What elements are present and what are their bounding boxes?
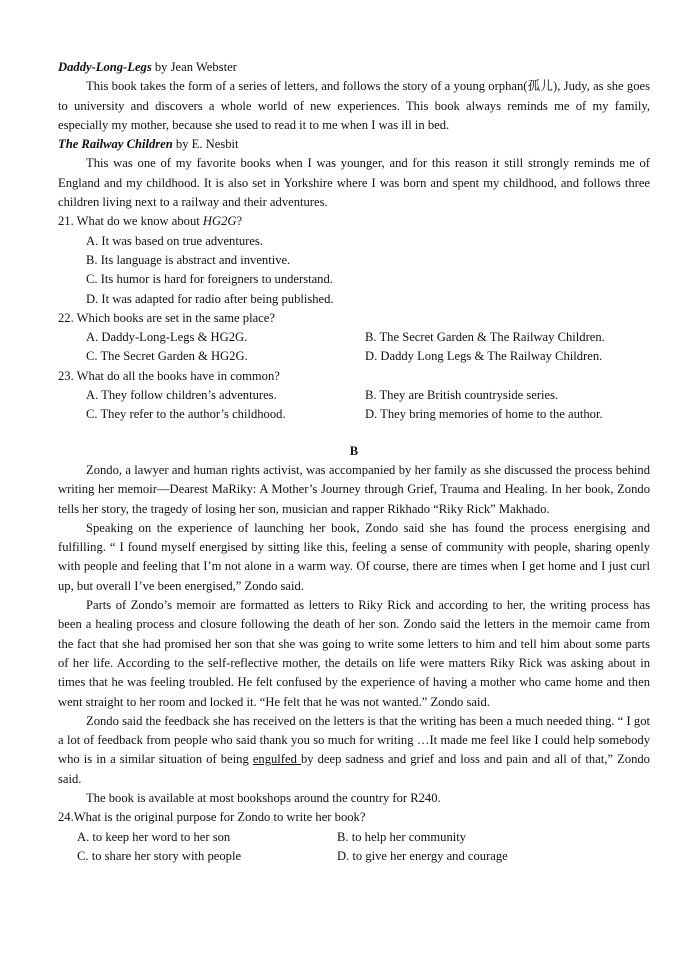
question-21-stem: 21. What do we know about: [58, 214, 203, 229]
q24-option-a: A. to keep her word to her son: [77, 829, 231, 844]
q23-options-row-2: [58, 405, 650, 424]
q21-option-d: D. It was adapted for radio after being published.: [86, 291, 334, 306]
question-21: [58, 212, 650, 231]
q22-option-b: B. The Secret Garden & The Railway Children.: [365, 330, 605, 345]
q24-option-b: B. to help her community: [337, 829, 467, 844]
question-21-em: HG2G: [202, 214, 237, 229]
passage-paragraph-3: Parts of Zondo’s memoir are formatted as letters to Riky Rick and according to her, the writing process has been a healing process and closure following the death of her son. Zondo said the letters in the memoir came from the fact that she had promised her son that she was going to write some letters to him and tell him about some parts of her life. According to the self-reflective mother, the details on life were matters Riky Rick was asking about in times that he was feeling troubled. He felt confused by the experience of having a mother who came home and then went straight to her room and locked it. “He felt that he was not wanted.” Zondo said.: [58, 598, 650, 709]
q22-option-a: A. Daddy-Long-Legs & HG2G.: [86, 330, 248, 345]
section-b-heading: B: [349, 443, 359, 458]
exam-page: [58, 58, 650, 866]
q23-option-a: A. They follow children’s adventures.: [86, 388, 277, 403]
book2-heading: [58, 135, 650, 154]
q23-options-row-1: [58, 386, 650, 405]
passage-paragraph-4: [58, 712, 650, 789]
passage-paragraph-1: Zondo, a lawyer and human rights activist, was accompanied by her family as she discussed the process behind writing her memoir—Dearest MaRiky: A Mother’s Journey through Grief, Trauma and Healing. In her book, Zondo tells her story, the tragedy of losing her son, musician and rapper Rikhado “Riky Rick” Makhado.: [58, 462, 650, 516]
book1-heading: [58, 58, 650, 77]
book1-description: This book takes the form of a series of letters, and follows the story of a young orphan(孤儿), Judy, as she goes to university and discovers a whole world of new experiences. This book always reminds me of my family, especially my mother, because she used to read it to me when I was ill in bed.: [58, 79, 650, 132]
q24-option-c: C. to share her story with people: [77, 848, 242, 863]
q22-option-c: C. The Secret Garden & HG2G.: [86, 349, 248, 364]
passage-paragraph-4-start: Zondo said the feedback she has received on the letters is that the writing has been a much needed thing. “ I got a lot of feedback from people who said thank you so much for writing …It made me feel like I could help somebody who is in a similar situation of being: [58, 713, 650, 767]
q24-options-row-2: [58, 847, 650, 866]
q22-options-row-1: [58, 328, 650, 347]
q21-option-c: C. Its humor is hard for foreigners to understand.: [86, 272, 333, 287]
question-23: 23. What do all the books have in common?: [58, 368, 280, 383]
q23-option-c: C. They refer to the author’s childhood.: [86, 407, 286, 422]
book2-title: The Railway Children: [58, 137, 173, 152]
q23-option-d: D. They bring memories of home to the author.: [365, 407, 603, 422]
question-24: 24.What is the original purpose for Zondo to write her book?: [58, 810, 366, 825]
book2-author: by E. Nesbit: [172, 137, 239, 152]
book1-author: by Jean Webster: [151, 60, 237, 74]
q22-options-row-2: [58, 347, 650, 366]
underlined-word-engulfed: engulfed: [252, 752, 301, 767]
book2-description: This was one of my favorite books when I was younger, and for this reason it still strongly reminds me of England and my childhood. It is also set in Yorkshire where I was born and spent my childhood, and follows three children living next to a railway and their adventures.: [58, 156, 650, 210]
q24-option-d: D. to give her energy and courage: [337, 848, 508, 863]
passage-paragraph-4-end: by deep sadness and grief and loss and pain and all of that,” Zondo said.: [58, 752, 650, 786]
q24-options-row-1: [58, 828, 650, 847]
q23-option-b: B. They are British countryside series.: [365, 388, 559, 403]
book1-title: Daddy-Long-Legs: [58, 60, 152, 74]
question-22: 22. Which books are set in the same place?: [58, 310, 275, 325]
passage-paragraph-2: Speaking on the experience of launching her book, Zondo said she has found the process energising and fulfilling. “ I found myself energised by sitting like this, feeling a sense of community with people, sharing openly with people and feeling that I’m not alone in a warm way. Of course, there are times when I get home and I just curl up, but overall I’ve been energised,” Zondo said.: [58, 520, 650, 593]
question-21-stem-end: ?: [236, 214, 243, 229]
q21-option-b: B. Its language is abstract and inventive.: [86, 252, 291, 267]
q22-option-d: D. Daddy Long Legs & The Railway Children.: [365, 349, 603, 364]
q21-option-a: A. It was based on true adventures.: [86, 233, 263, 248]
passage-paragraph-5: The book is available at most bookshops around the country for R240.: [86, 790, 441, 805]
